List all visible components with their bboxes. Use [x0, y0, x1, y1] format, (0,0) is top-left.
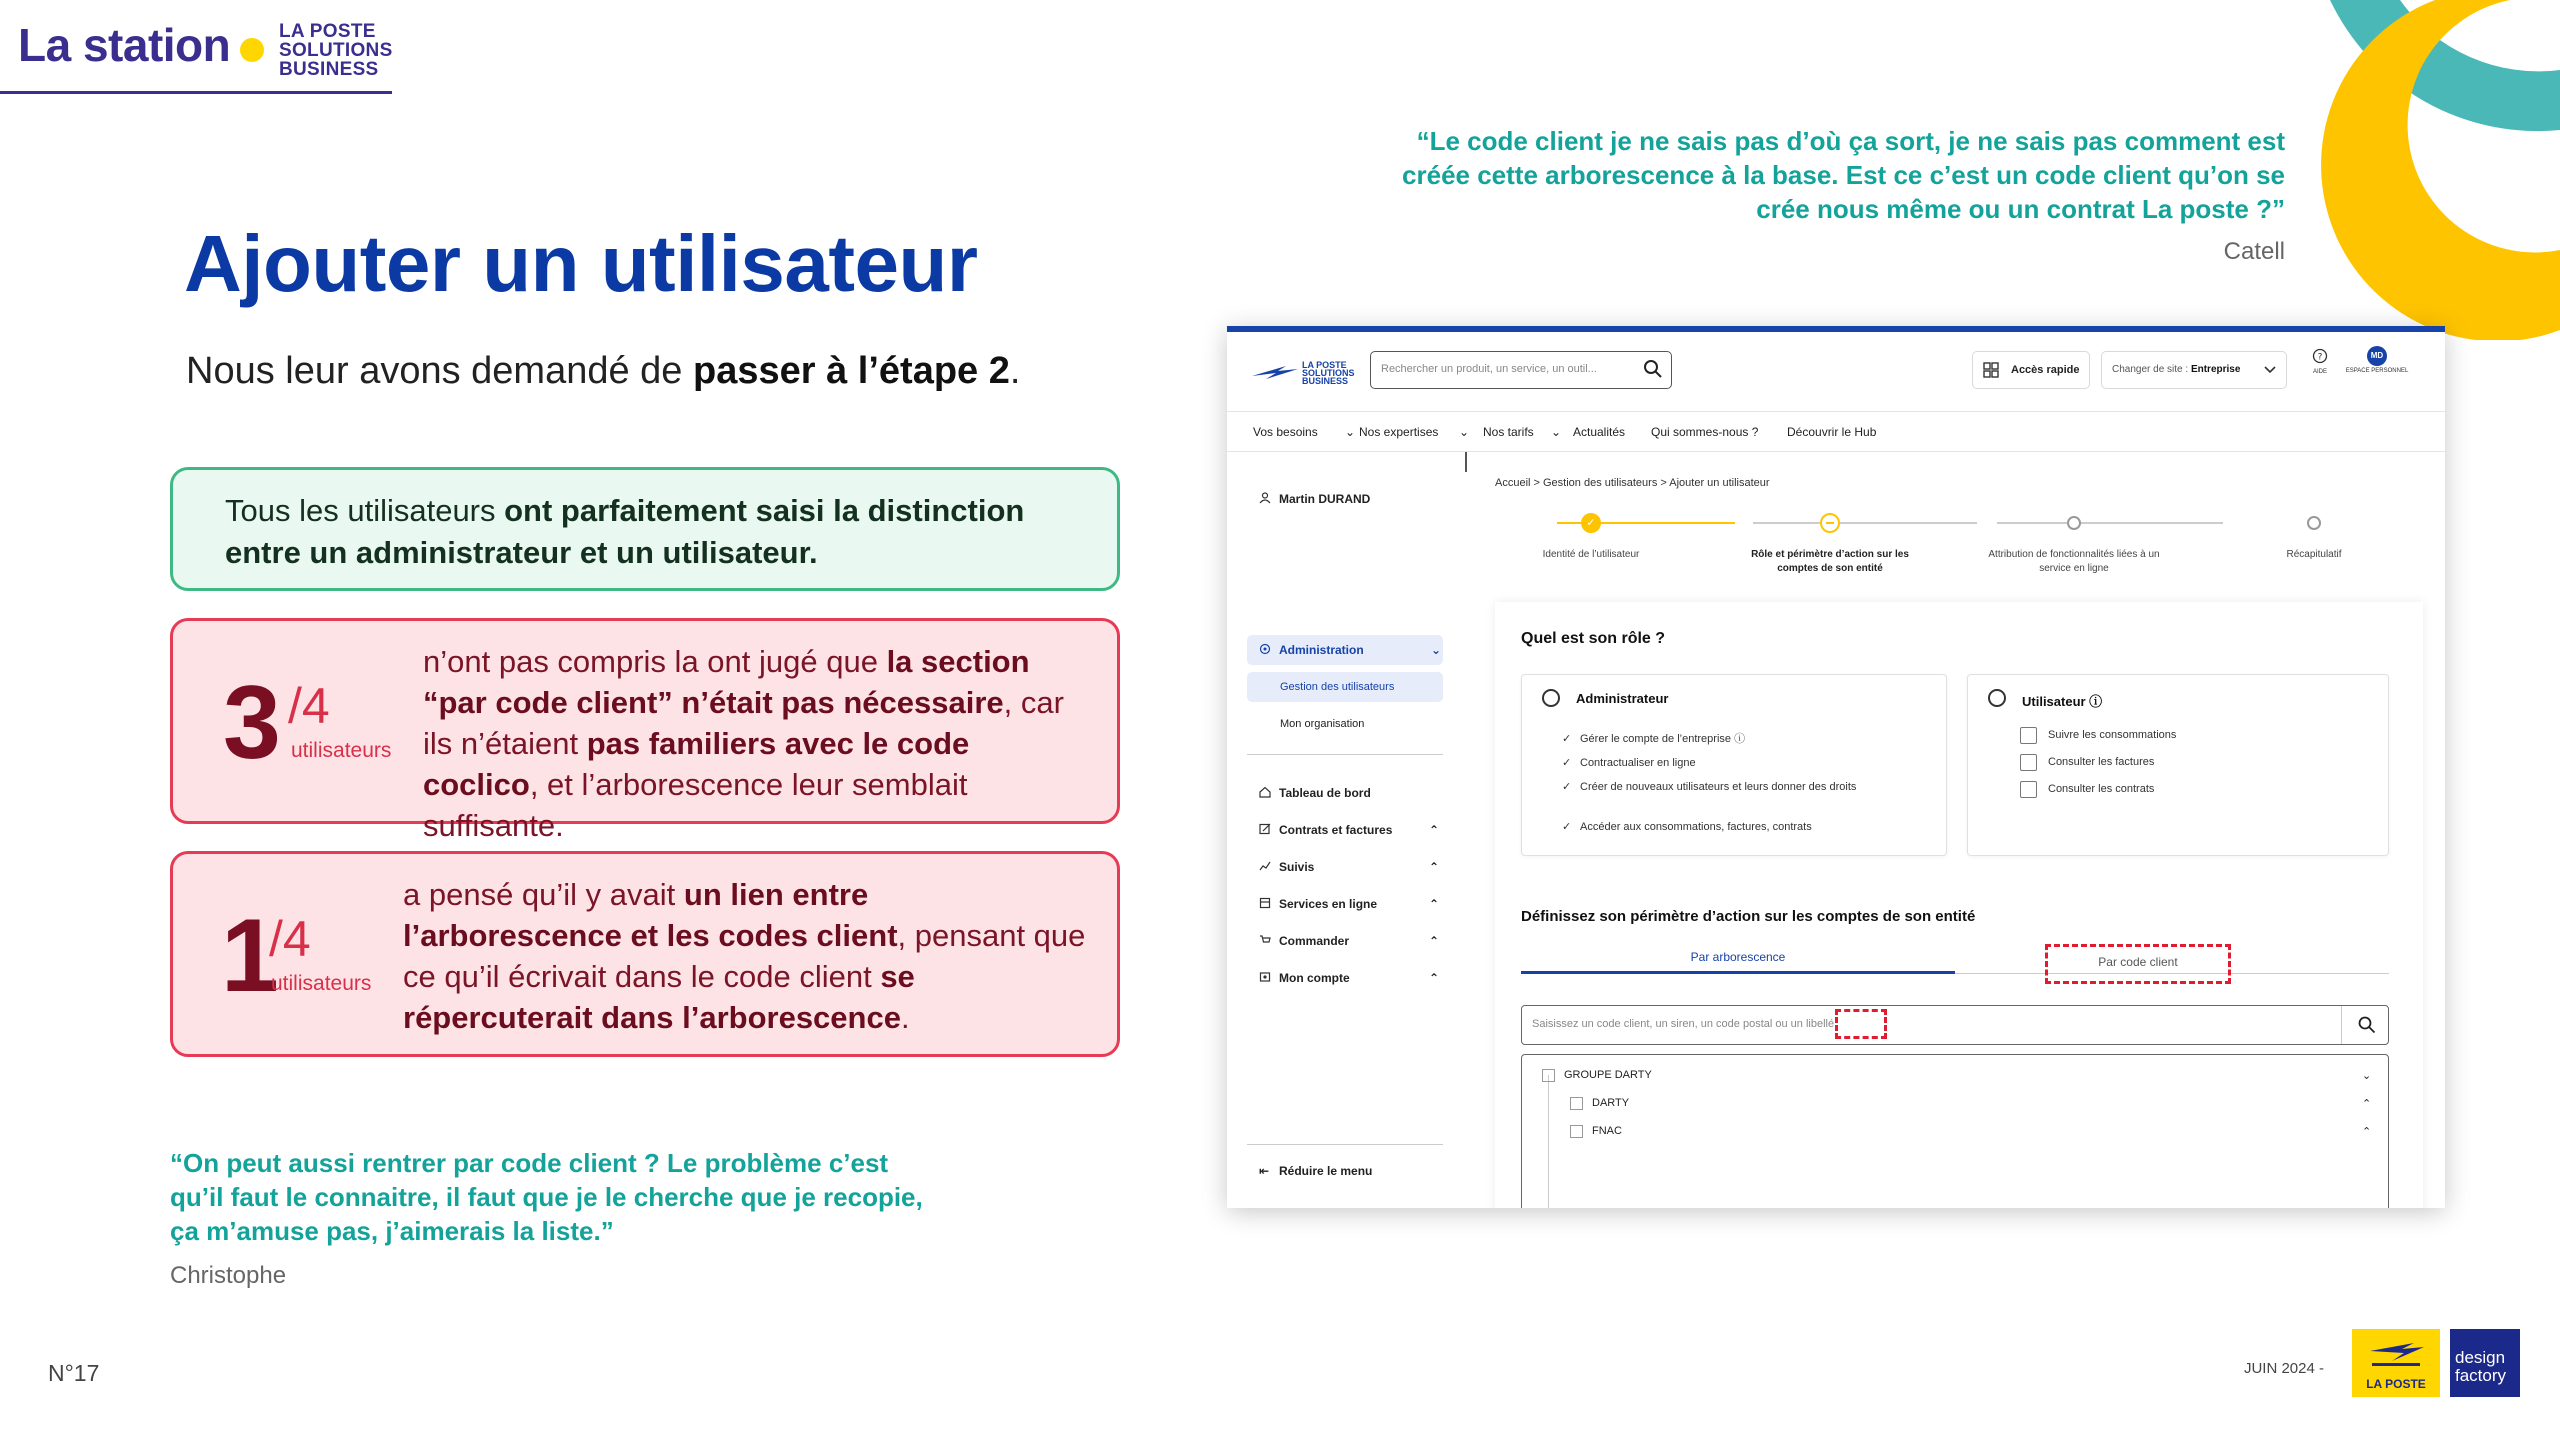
- role-form-panel: [1495, 602, 2423, 1208]
- user-radio[interactable]: [1988, 689, 2006, 707]
- user-role-option[interactable]: Utilisateur ⓘ Suivre les consommations Consulter les factures Consulter les contrats: [1967, 674, 2389, 856]
- admin-permission: ✓ Gérer le compte de l’entreprise ⓘ: [1562, 733, 1746, 745]
- tree-checkbox[interactable]: [1542, 1069, 1555, 1082]
- la-station-logo: [0, 0, 392, 94]
- personal-space-button[interactable]: MD ESPACE PERSONNEL: [2342, 346, 2412, 374]
- check-icon: ✓: [1562, 821, 1572, 833]
- design-factory-logo: design factory: [2450, 1329, 2520, 1397]
- laposte-logo: LA POSTE: [2352, 1329, 2440, 1397]
- tab-par-arborescence[interactable]: Par arborescence: [1521, 944, 1955, 974]
- nav-item-expertises[interactable]: Nos expertises: [1359, 425, 1439, 439]
- user-permission-checkbox[interactable]: [2020, 754, 2037, 771]
- step-connector: [1997, 522, 2223, 524]
- admin-permission: ✓ Accéder aux consommations, factures, contrats: [1562, 821, 1812, 833]
- finding-all-users-text: Tous les utilisateurs ont parfaitement saisi la distinction entre un administrateur et un utilisateur.: [225, 493, 1025, 570]
- nav-chevron-down-icon: ⌄: [1459, 425, 1470, 439]
- nav-chevron-down-icon: ⌄: [1551, 425, 1562, 439]
- perimeter-title: Définissez son périmètre d’action sur les comptes de son entité: [1521, 908, 1976, 925]
- document-edit-icon: [1259, 823, 1271, 835]
- quote-christophe-author: Christophe: [170, 1262, 287, 1289]
- search-icon[interactable]: [2358, 1016, 2376, 1034]
- nav-item-hub[interactable]: Découvrir le Hub: [1787, 425, 1877, 439]
- nav-item-qui-sommes-nous[interactable]: Qui sommes-nous ?: [1651, 425, 1759, 439]
- slide-date: JUIN 2024 -: [2243, 1360, 2324, 1377]
- step-connector: [1753, 522, 1977, 524]
- nav-item-besoins[interactable]: Vos besoins: [1253, 425, 1318, 439]
- finding-one-quarter-text: a pensé qu’il y avait un lien entre l’arborescence et les codes client, pensant que ce qu’il écrivait dans le code client se répercuterait dans l’arborescence.: [403, 877, 1086, 1035]
- grid-icon: [1983, 362, 1999, 378]
- tab-par-code-client[interactable]: Par code client: [2045, 944, 2231, 984]
- quote-christophe: “On peut aussi rentrer par code client ? Le problème c’est qu’il faut le connaitre, il faut que je le cherche que je recopie, ça m’amuse pas, j’aimerais la liste.”: [170, 1148, 923, 1246]
- sidebar-item-organisation[interactable]: Mon organisation: [1280, 718, 1365, 730]
- screenshot-logo[interactable]: LA POSTE SOLUTIONS BUSINESS: [1252, 360, 1352, 386]
- gear-icon: [1259, 643, 1271, 655]
- page-number: N°17: [48, 1360, 100, 1386]
- highlight-annotation: [1835, 1009, 1887, 1039]
- brand-subtitle: LA POSTE SOLUTIONS BUSINESS: [279, 21, 393, 80]
- chevron-up-icon[interactable]: ⌃: [2362, 1126, 2372, 1138]
- chevron-up-icon: ⌃: [1429, 897, 1440, 911]
- brand-name: La station: [18, 19, 231, 71]
- admin-role-option[interactable]: Administrateur ✓ Gérer le compte de l’entreprise ⓘ ✓ Contractualiser en ligne ✓ Créer de nouveaux utilisateurs et leurs donner des droits ✓ Accéder aux consommations, factures, contrats: [1521, 674, 1947, 856]
- finding-one-quarter-card: 1 /4 utilisateurs a pensé qu’il y avait un lien entre l’arborescence et les codes client, pensant que ce qu’il écrivait dans le code client se répercuterait dans l’arborescence.: [170, 851, 1120, 1057]
- step-4[interactable]: [2307, 516, 2321, 530]
- laposte-bird-icon: [1252, 364, 1300, 380]
- nav-item-tarifs[interactable]: Nos tarifs: [1483, 425, 1534, 439]
- cart-icon: [1259, 934, 1271, 946]
- role-question: Quel est son rôle ?: [1521, 630, 1666, 647]
- tree-guide-line: [1548, 1075, 1549, 1208]
- chevron-up-icon[interactable]: ⌃: [2362, 1098, 2372, 1110]
- chevron-down-icon: ⌄: [1431, 643, 1442, 657]
- step-4-label: Récapitulatif: [2286, 549, 2342, 560]
- avatar: MD: [2367, 346, 2387, 366]
- quick-access-button[interactable]: Accès rapide: [1972, 351, 2090, 389]
- check-icon: ✓: [1562, 757, 1572, 769]
- search-icon[interactable]: [1643, 359, 1663, 379]
- finding-all-users-card: [170, 467, 1120, 591]
- admin-permission: ✓ Créer de nouveaux utilisateurs et leurs donner des droits: [1562, 781, 1857, 793]
- stepper: [1495, 502, 2415, 572]
- step-2-current[interactable]: [1820, 513, 1840, 533]
- nav-chevron-down-icon: ⌄: [1345, 425, 1356, 439]
- change-site-select[interactable]: Changer de site : Entreprise: [2101, 351, 2287, 389]
- breadcrumb: Accueil > Gestion des utilisateurs > Ajouter un utilisateur: [1495, 477, 1770, 489]
- tree-checkbox[interactable]: [1570, 1097, 1583, 1110]
- user-permission-checkbox[interactable]: [2020, 727, 2037, 744]
- check-icon: ✓: [1562, 733, 1572, 745]
- chevron-up-icon: ⌃: [1429, 971, 1440, 985]
- sidebar-separator: [1247, 1144, 1443, 1145]
- step-1-label: Identité de l’utilisateur: [1542, 549, 1640, 560]
- step-3[interactable]: [2067, 516, 2081, 530]
- laposte-bird-icon: [2352, 1329, 2440, 1379]
- svg-text:?: ?: [2317, 352, 2323, 363]
- finding-three-quarters-text: n’ont pas compris la ont jugé que la section “par code client” n’était pas nécessaire, car ils n’étaient pas familiers avec le code coclico, et l’arborescence leur semblait suffisante.: [423, 644, 1064, 843]
- page-subtitle: Nous leur avons demandé de passer à l’étape 2.: [186, 350, 1021, 392]
- account-icon: [1259, 971, 1271, 983]
- main-navigation: [1227, 412, 2445, 452]
- chevron-down-icon: [2264, 365, 2276, 375]
- tree-checkbox[interactable]: [1570, 1125, 1583, 1138]
- site-search-input[interactable]: Rechercher un produit, un service, un outil...: [1370, 351, 1672, 389]
- embedded-screenshot: [1227, 326, 2445, 1208]
- chevron-down-icon[interactable]: ⌄: [2362, 1070, 2372, 1082]
- user-icon: [1259, 492, 1271, 504]
- sidebar-separator: [1247, 754, 1443, 755]
- check-icon: ✓: [1562, 781, 1572, 793]
- page-title: Ajouter un utilisateur: [184, 219, 978, 308]
- quote-catell-author: Catell: [2223, 238, 2285, 265]
- step-2-label: Rôle et périmètre d’action sur les comptes de son entité: [1751, 549, 1909, 574]
- account-tree: GROUPE DARTY ⌄ DARTY ⌃ FNAC ⌃: [1521, 1054, 2389, 1208]
- sidebar: Martin DURAND Administration ⌄ Gestion des utilisateurs Mon organisation Tableau de bord Contrats et factures ⌃ Suivis ⌃ Services en ligne ⌃ Commander ⌃ Mon compte ⌃ ⇤ Réduire le menu: [1227, 452, 1467, 1208]
- search-divider: [2341, 1006, 2342, 1044]
- step-3-label: Attribution de fonctionnalités liées à un service en ligne: [1988, 549, 2160, 574]
- help-button[interactable]: ? AIDE: [2305, 348, 2335, 375]
- step-1-done-check-icon[interactable]: ✓: [1581, 513, 1601, 533]
- chevron-up-icon: ⌃: [1429, 860, 1440, 874]
- chevron-up-icon: ⌃: [1429, 934, 1440, 948]
- chevron-up-icon: ⌃: [1429, 823, 1440, 837]
- screenshot-topbar: [1227, 332, 2445, 412]
- brand-dot-icon: [240, 38, 264, 62]
- nav-item-actualites[interactable]: Actualités: [1573, 425, 1626, 439]
- collapse-icon: ⇤: [1259, 1164, 1270, 1178]
- sidebar-gestion-label: Gestion des utilisateurs: [1280, 681, 1395, 693]
- sidebar-divider: [1465, 452, 1467, 472]
- home-icon: [1259, 786, 1271, 798]
- help-icon: [2312, 348, 2328, 364]
- admin-permission: ✓ Contractualiser en ligne: [1562, 757, 1696, 769]
- chart-line-icon: [1259, 860, 1271, 872]
- services-icon: [1259, 897, 1271, 909]
- finding-three-quarters-card: 3 /4 utilisateurs n’ont pas compris la ont jugé que la section “par code client” n’était pas nécessaire, car ils n’étaient pas familiers avec le code coclico, et l’arborescence leur semblait suffisante.: [170, 618, 1120, 824]
- tree-search-input[interactable]: Saisissez un code client, un siren, un code postal ou un libellé: [1521, 1005, 2389, 1045]
- quote-catell: “Le code client je ne sais pas d’où ça sort, je ne sais pas comment est créée cette arborescence à la base. Est ce c’est un code client qu’on se crée nous même ou un contrat La poste ?”: [1402, 126, 2285, 224]
- user-permission-checkbox[interactable]: [2020, 781, 2037, 798]
- admin-radio[interactable]: [1542, 689, 1560, 707]
